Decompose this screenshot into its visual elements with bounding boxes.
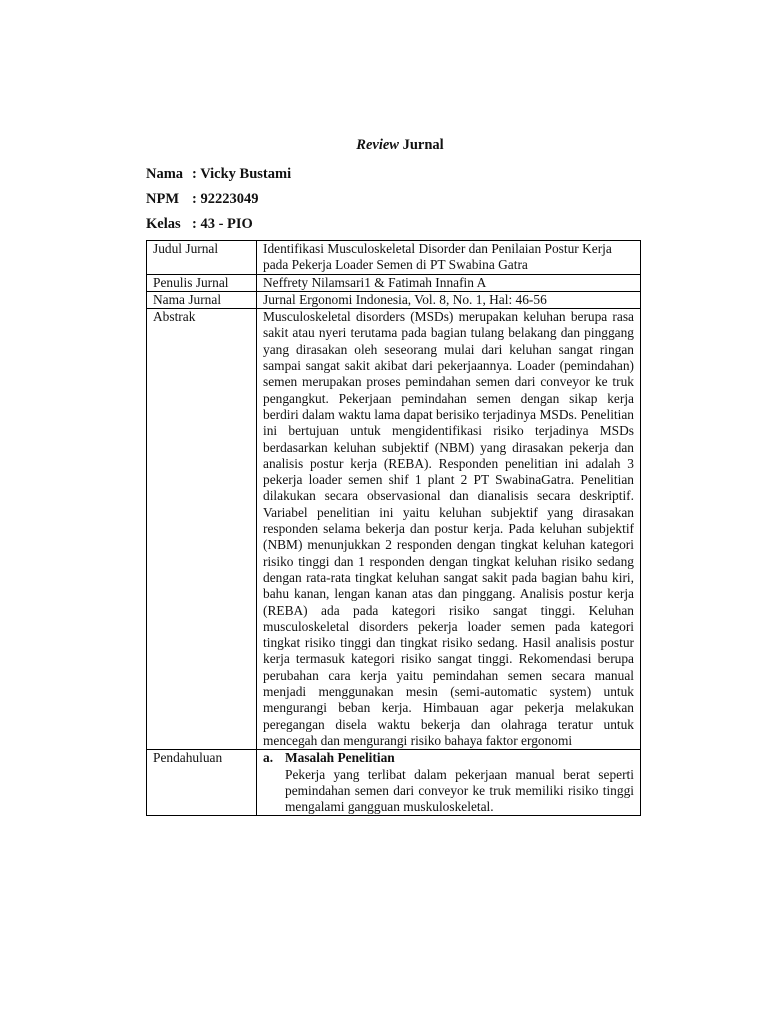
name-label: Nama <box>146 166 184 182</box>
page-title-rest: Jurnal <box>398 137 444 153</box>
name-value: : Vicky Bustami <box>192 166 292 182</box>
section-heading <box>263 750 634 766</box>
table-row <box>147 241 641 275</box>
table-row <box>147 291 641 308</box>
row-label-pendahuluan: Pendahuluan <box>147 750 257 816</box>
row-value-pendahuluan <box>257 750 641 816</box>
student-npm-line <box>146 191 258 208</box>
row-label-nama-jurnal: Nama Jurnal <box>147 291 257 308</box>
table-row <box>147 274 641 291</box>
row-value-nama-jurnal: Jurnal Ergonomi Indonesia, Vol. 8, No. 1, Hal: 46-56 <box>257 291 641 308</box>
section-body: Pekerja yang terlibat dalam pekerjaan manual berat seperti pemindahan semen dari conveyor ke truk memiliki risiko tinggi mengalami gangguan muskuloskeletal. <box>285 766 634 815</box>
npm-value: : 92223049 <box>192 191 259 207</box>
table-row <box>147 309 641 750</box>
kelas-value: : 43 - PIO <box>192 216 253 232</box>
student-class-line <box>146 216 253 233</box>
section-marker: a. <box>263 750 274 766</box>
table-row <box>147 750 641 816</box>
page-title <box>0 137 768 154</box>
review-table <box>146 240 641 816</box>
page-title-emphasis: Review <box>356 137 399 153</box>
row-value-abstrak: Musculoskeletal disorders (MSDs) merupakan keluhan berupa rasa sakit atau nyeri terutama pada bagian tulang belakang dan pinggang yang dirasakan oleh seseorang mulai dari keluhan sangat ringan sampai sangat sakit akibat dari pekerjaannya. Loader (pemindahan) semen merupakan proses pemindahan semen dari conveyor ke truk pengangkut. Pekerjaan pemindahan semen dengan sikap kerja berdiri dalam waktu lama dapat berisiko terjadinya MSDs. Penelitian ini bertujuan untuk mengidentifikasi risiko terjadinya MSDs berdasarkan keluhan subjektif (NBM) yang dirasakan pekerja dan analisis postur kerja (REBA). Responden penelitian ini adalah 3 pekerja loader semen shif 1 plant 2 PT SwabinaGatra. Penelitian dilakukan secara observasional dan dianalisis secara deskriptif. Variabel penelitian ini yaitu keluhan subjektif yang dirasakan responden selama bekerja dan postur kerja. Pada keluhan subjektif (NBM) menunjukkan 2 responden dengan tingkat keluhan kategori risiko tinggi dan 1 responden dengan tingkat keluhan risiko sedang dengan rata-rata tingkat keluhan sangat sakit pada bagian bahu kiri, bahu kanan, lengan kanan atas dan pinggang. Analisis postur kerja (REBA) ada pada kategori risiko sangat tinggi. Keluhan musculoskeletal disorders pekerja loader semen pada kategori tingkat risiko tinggi dan tingkat risiko sedang. Hasil analisis postur kerja termasuk kategori risiko sangat tinggi. Rekomendasi berupa perubahan cara kerja yaitu pemindahan semen secara manual menjadi menggunakan mesin (semi-automatic system) untuk mengurangi beban kerja. Himbauan agar pekerja melakukan peregangan disela waktu bekerja dan olahraga teratur untuk mencegah dan mengurangi risiko bahaya faktor ergonomi <box>257 309 641 750</box>
npm-label: NPM <box>146 191 180 207</box>
row-label-abstrak: Abstrak <box>147 309 257 750</box>
kelas-label: Kelas <box>146 216 181 232</box>
section-title: Masalah Penelitian <box>285 750 395 766</box>
row-label-judul: Judul Jurnal <box>147 241 257 275</box>
row-value-judul: Identifikasi Musculoskeletal Disorder dan Penilaian Postur Kerja pada Pekerja Loader Semen di PT Swabina Gatra <box>257 241 641 275</box>
row-value-penulis: Neffrety Nilamsari1 & Fatimah Innafin A <box>257 274 641 291</box>
row-label-penulis: Penulis Jurnal <box>147 274 257 291</box>
student-name-line <box>146 166 291 183</box>
